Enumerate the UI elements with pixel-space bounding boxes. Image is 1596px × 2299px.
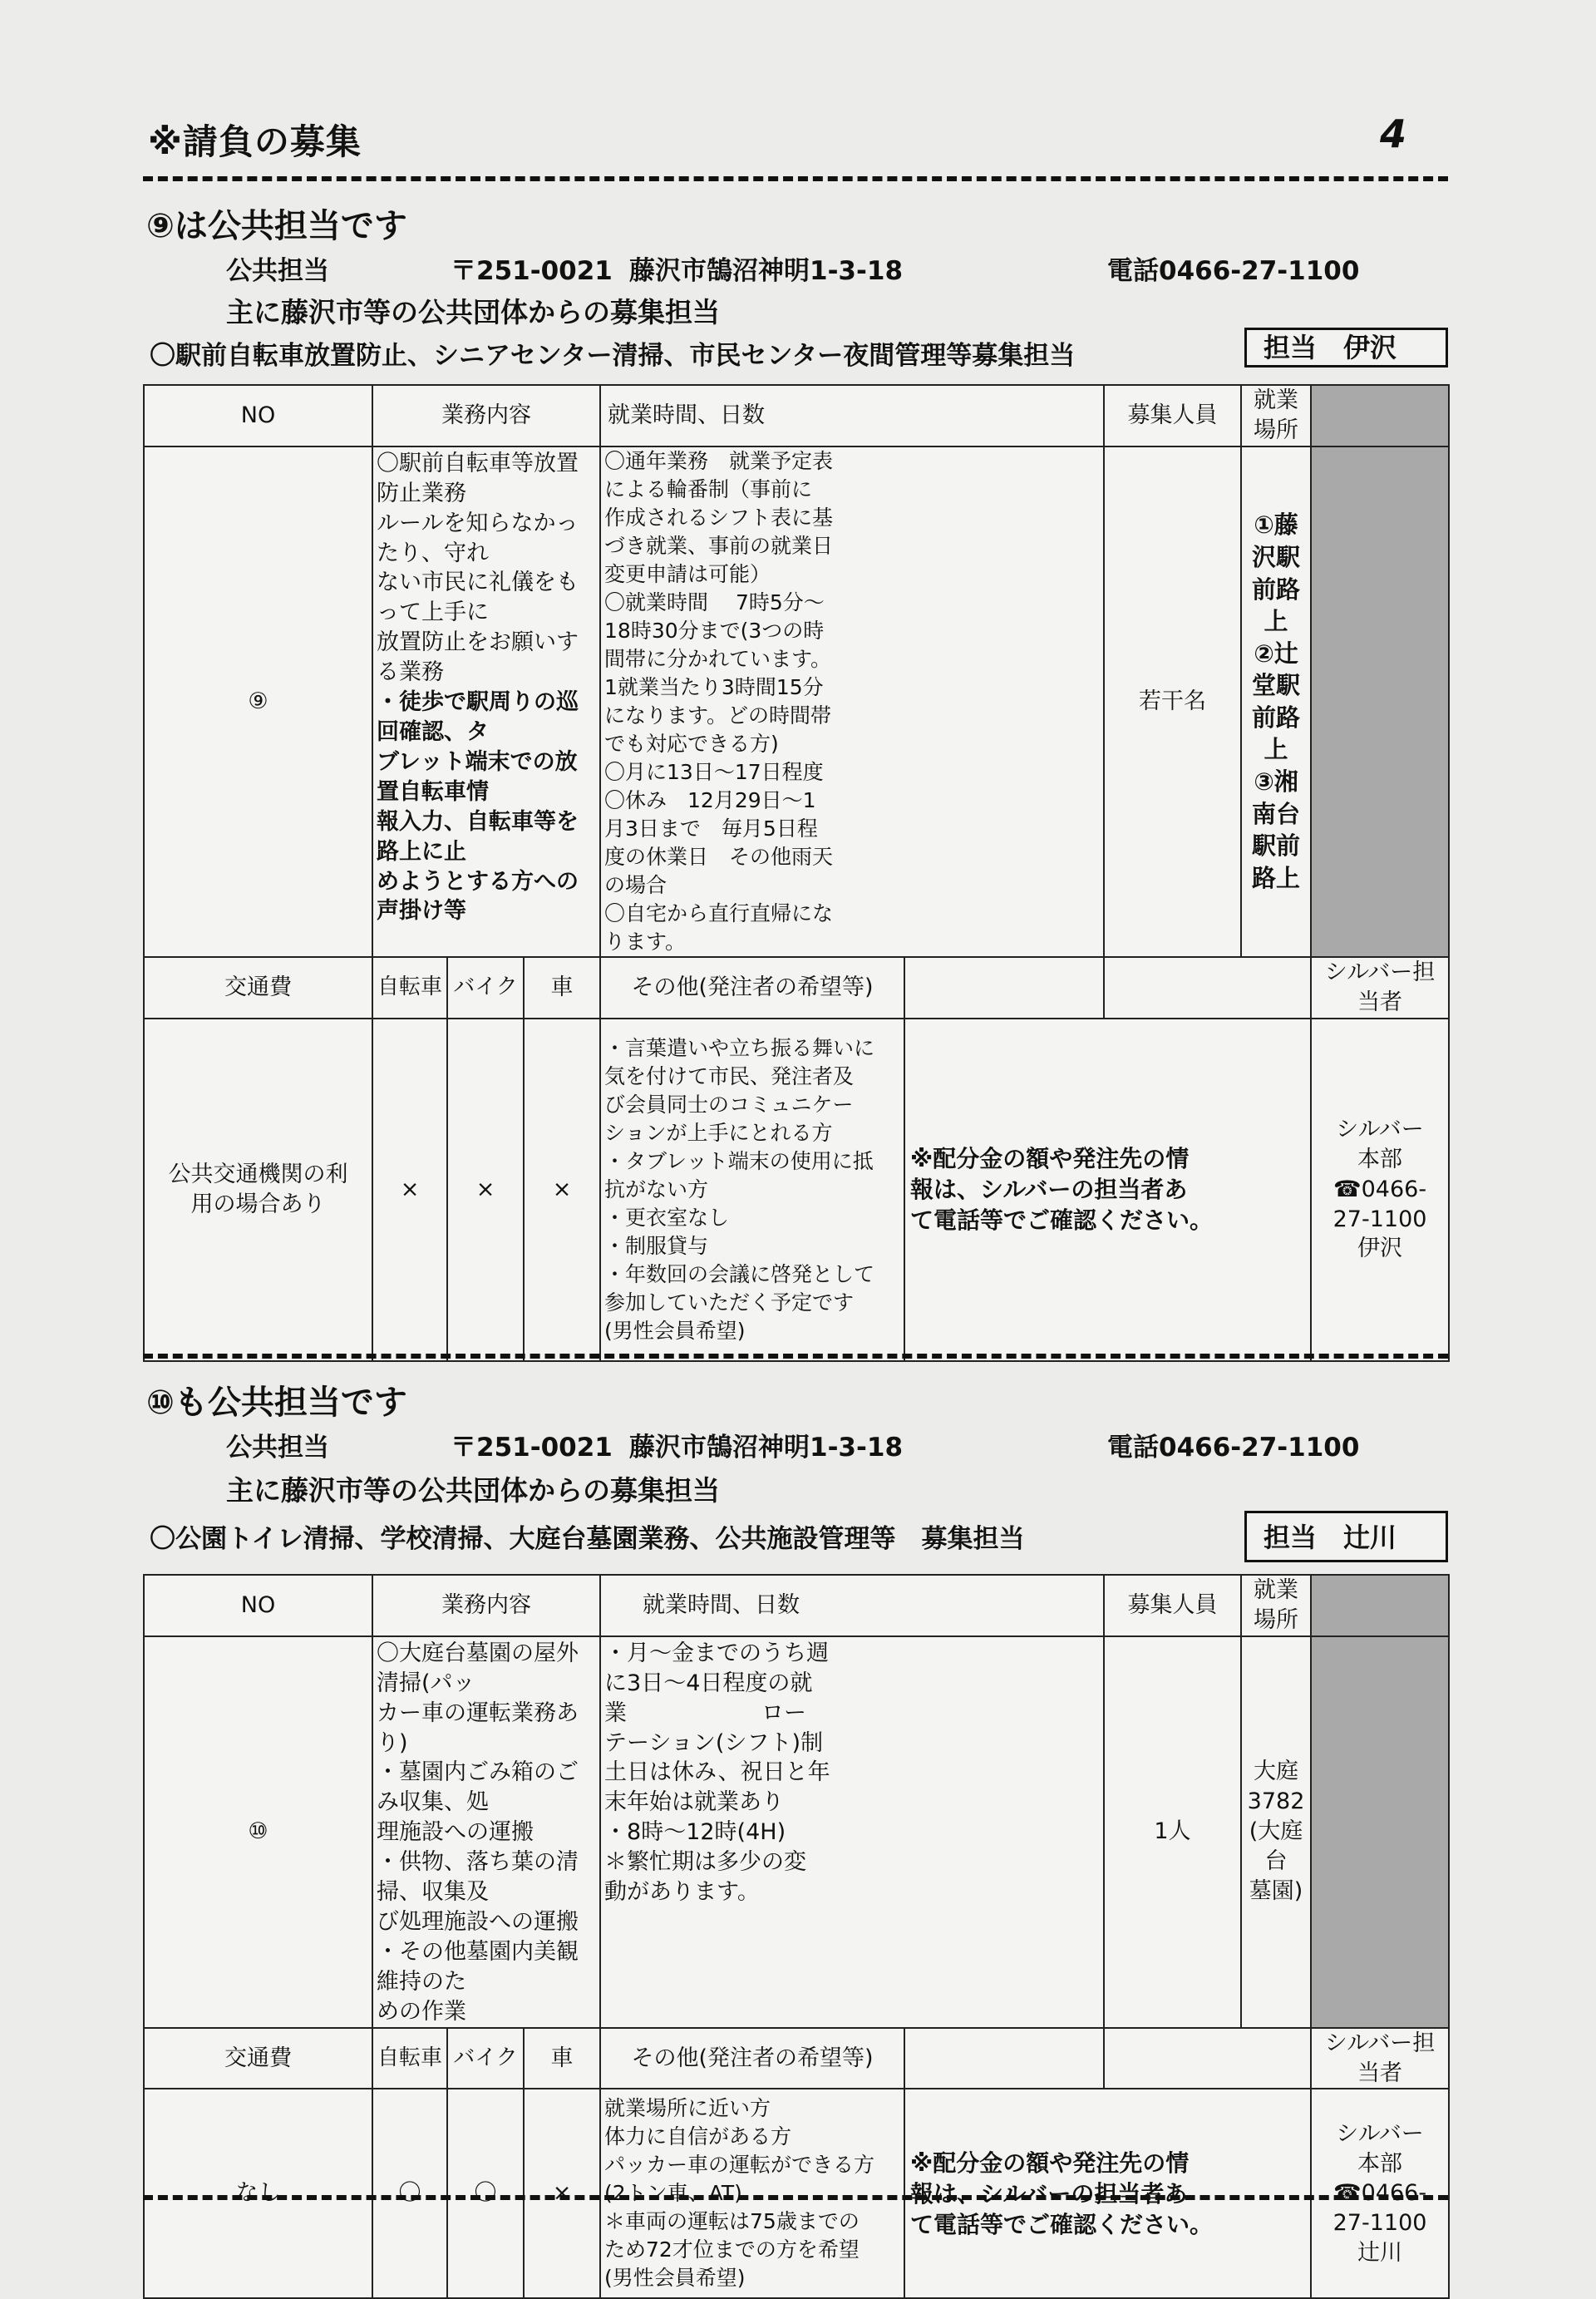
detail-header-row [144, 2028, 1449, 2089]
bike-mark: × [372, 1019, 447, 1361]
work-line: 報入力、自転車等を路上に止 [377, 808, 579, 865]
contact-row [226, 1426, 1359, 1463]
header-car: 車 [524, 2028, 600, 2089]
hours-line: 土日は休み、祝日と年 [604, 1759, 830, 1786]
work-place [1241, 1636, 1311, 2028]
work-line: ・その他墓園内美観維持のた [377, 1938, 579, 1995]
recruit-count: 1人 [1104, 1636, 1241, 2028]
other-line: 気を付けて市民、発注者及 [604, 1063, 855, 1088]
job-table [143, 384, 1450, 1362]
work-line: 〇大庭台墓園の屋外清掃(パッ [377, 1640, 579, 1696]
work-place [1241, 446, 1311, 957]
recruit-summary: 〇駅前自転車放置防止、シニアセンター清掃、市民センター夜間管理等募集担当 [150, 341, 1076, 371]
other-line: ・更衣室なし [604, 1205, 730, 1230]
note-line: 報は、シルバーの担当者あ [910, 2179, 1188, 2208]
work-line: ブレット端末での放置自転車情 [377, 748, 578, 805]
note-line: て電話等でご確認ください。 [910, 1206, 1214, 1235]
dashed-divider [143, 2195, 1448, 2200]
page-number: 4 [1379, 111, 1406, 156]
blank-cell [904, 2028, 1104, 2089]
work-hours [600, 1636, 1104, 2028]
note-line: 報は、シルバーの担当者あ [910, 1176, 1188, 1203]
table-header-row [144, 1575, 1449, 1636]
work-line: ・墓園内ごみ箱のごみ収集、処 [377, 1759, 579, 1816]
silver-line: シルバー 本部 [1336, 1116, 1446, 1172]
other-requests [600, 1019, 904, 1361]
fee-note [904, 2089, 1311, 2298]
subtitle: 主に藤沢市等の公共団体からの募集担当 [226, 1474, 720, 1507]
place-line: 墓園) [1249, 1878, 1303, 1905]
place-line: ②辻堂駅 [1252, 639, 1301, 700]
gray-cell [1311, 1575, 1449, 1636]
silver-phone: ☎0466-27-1100 [1332, 2180, 1427, 2237]
other-line: ・言葉遣いや立ち振る舞いに [604, 1035, 875, 1060]
hours-line: 業 ロー [604, 1700, 807, 1726]
place-line: ③湘南台 [1252, 767, 1301, 828]
header-work: 業務内容 [372, 385, 600, 446]
other-line: 抗がない方 [604, 1177, 709, 1201]
place-line: (大庭台 [1249, 1818, 1303, 1875]
header-hours: 就業時間、日数 [600, 1575, 1104, 1636]
job-number: ⑩ [144, 1636, 372, 2028]
hours-line: 間帯に分かれています。 [604, 646, 832, 671]
address: 藤沢市鵠沼神明1-3-18 [629, 1433, 904, 1463]
table-header-row [144, 385, 1449, 446]
work-line: 放置防止をお願いする業務 [377, 629, 579, 686]
silver-line: シルバー 本部 [1336, 2120, 1446, 2177]
header-hours: 就業時間、日数 [600, 385, 1104, 446]
work-hours [600, 446, 1104, 957]
bike-mark: 〇 [372, 2089, 447, 2298]
section-10 [143, 1376, 1448, 2291]
hours-line: 変更申請は可能） [604, 561, 771, 586]
dept-name: 公共担当 [226, 1433, 329, 1463]
other-line: び会員同士のコミュニケー [604, 1092, 854, 1117]
hours-line: 〇通年業務 就業予定表 [604, 448, 834, 473]
place-line: 前路上 [1252, 703, 1301, 764]
fare-line: 用の場合あり [190, 1191, 326, 1217]
dashed-divider [143, 176, 1448, 181]
phone-number: 電話0466-27-1100 [1107, 1433, 1360, 1463]
header-bike: 自転車 [372, 957, 447, 1019]
job-table [143, 1574, 1450, 2299]
silver-contact [1311, 2089, 1449, 2298]
dashed-divider [143, 1354, 1448, 1359]
header-count: 募集人員 [1104, 1575, 1241, 1636]
fare-line: なし [235, 2180, 281, 2207]
gray-cell [1311, 1636, 1449, 2028]
staff-box: 担当 辻川 [1244, 1511, 1448, 1562]
work-line: 理施設への運搬 [377, 1819, 534, 1846]
recruit-summary: 〇公園トイレ清掃、学校清掃、大庭台墓園業務、公共施設管理等 募集担当 [150, 1524, 1025, 1554]
silver-contact [1311, 1019, 1449, 1361]
header-place: 就業場所 [1241, 1575, 1311, 1636]
hours-line: 1就業当たり3時間15分 [604, 674, 824, 699]
hours-line: 〇休み 12月29日～1 [604, 787, 816, 812]
header-fare: 交通費 [144, 957, 372, 1019]
fare-info [144, 1019, 372, 1361]
section-title: ⑩も公共担当です [146, 1384, 407, 1422]
work-line: ルールを知らなかったり、守れ [377, 510, 579, 566]
job-row [144, 1636, 1449, 2028]
staff-box: 担当 伊沢 [1244, 328, 1448, 368]
header-bike: 自転車 [372, 2028, 447, 2089]
hours-line: に3日～4日程度の就 [604, 1670, 813, 1696]
work-line: び処理施設への運搬 [377, 1908, 579, 1935]
header-work: 業務内容 [372, 1575, 600, 1636]
postal-code: 〒251-0021 [451, 1433, 613, 1463]
other-line: 就業場所に近い方 [604, 2096, 771, 2121]
hours-line: による輪番制（事前に [604, 476, 813, 501]
hours-line: でも対応できる方) [604, 731, 779, 756]
address: 藤沢市鵠沼神明1-3-18 [629, 256, 904, 286]
hours-line: 末年始は就業あり [604, 1789, 785, 1816]
silver-staff: 伊沢 [1357, 1236, 1403, 1262]
hours-line: 〇自宅から直行直帰にな [604, 900, 834, 925]
work-line: ・徒歩で駅周りの巡回確認、タ [377, 689, 579, 745]
hours-line: ・月～金までのうち週 [604, 1640, 830, 1666]
header-place: 就業場所 [1241, 385, 1311, 446]
recruit-count: 若干名 [1104, 446, 1241, 957]
note-line: て電話等でご確認ください。 [910, 2211, 1214, 2239]
header-other: その他(発注者の希望等) [600, 957, 904, 1019]
other-line: パッカー車の運転ができる方 [604, 2153, 875, 2178]
postal-code: 〒251-0021 [451, 256, 613, 286]
hours-line: になります。どの時間帯 [604, 703, 832, 728]
hours-line: 度の休業日 その他雨天 [604, 844, 834, 869]
fare-info [144, 2089, 372, 2298]
other-line: (2トン車、AT) [604, 2181, 742, 2206]
header-silver: シルバー担当者 [1311, 957, 1449, 1019]
blank-cell [1104, 2028, 1311, 2089]
other-line: (男性会員希望) [604, 1318, 746, 1343]
work-line: めの作業 [377, 1998, 466, 2025]
car-mark: × [524, 2089, 600, 2298]
hours-line: 動があります。 [604, 1879, 760, 1906]
silver-phone: ☎0466-27-1100 [1332, 1176, 1427, 1232]
header-silver: シルバー担当者 [1311, 2028, 1449, 2089]
place-line: 駅前路上 [1252, 831, 1301, 892]
gray-cell [1311, 446, 1449, 957]
work-line: ない市民に礼儀をもって上手に [377, 570, 579, 626]
work-content [372, 446, 600, 957]
header-no: NO [144, 1575, 372, 1636]
contact-row [226, 249, 1359, 287]
other-line: (男性会員希望) [604, 2266, 746, 2291]
place-line: 大庭3782 [1247, 1759, 1305, 1815]
work-line: カー車の運転業務あり) [377, 1700, 579, 1756]
header-fare: 交通費 [144, 2028, 372, 2089]
detail-row [144, 1019, 1449, 1361]
other-line: ・年数回の会議に啓発として [604, 1261, 875, 1286]
other-line: 参加していただく予定です [604, 1290, 855, 1315]
moto-mark: × [447, 1019, 524, 1361]
detail-header-row [144, 957, 1449, 1019]
hours-line: の場合 [604, 872, 667, 897]
car-mark: × [524, 1019, 600, 1361]
work-line: ・供物、落ち葉の清掃、収集及 [377, 1849, 579, 1906]
note-line: ※配分金の額や発注先の情 [910, 2149, 1190, 2177]
gray-cell [1311, 385, 1449, 446]
header-moto: バイク [447, 957, 524, 1019]
other-line: ・制服貸与 [604, 1233, 709, 1258]
header-no: NO [144, 385, 372, 446]
other-line: 体力に自信がある方 [604, 2124, 792, 2149]
hours-line: ・8時～12時(4H) [604, 1819, 786, 1846]
hours-line: ＊繁忙期は多少の変 [604, 1849, 807, 1876]
job-number: ⑨ [144, 446, 372, 957]
hours-line: 〇月に13日～17日程度 [604, 759, 824, 784]
section-title: ⑨は公共担当です [146, 207, 407, 245]
place-line: 前路上 [1252, 575, 1301, 636]
hours-line: ります。 [604, 929, 687, 954]
detail-row [144, 2089, 1449, 2298]
hours-line: 作成されるシフト表に基 [604, 505, 834, 530]
other-line: ・タブレット端末の使用に抵 [604, 1148, 874, 1173]
header-moto: バイク [447, 2028, 524, 2089]
section-9 [143, 200, 1448, 1343]
blank-cell [904, 957, 1104, 1019]
hours-line: 〇就業時間 7時5分～ [604, 590, 825, 614]
hours-line: 18時30分まで(3つの時 [604, 618, 825, 643]
other-requests [600, 2089, 904, 2298]
phone-number: 電話0466-27-1100 [1107, 256, 1360, 286]
other-line: ＊車両の運転は75歳までの [604, 2209, 860, 2234]
work-line: 〇駅前自転車等放置防止業務 [377, 450, 579, 506]
silver-staff: 辻川 [1357, 2240, 1403, 2267]
page-title: ※請負の募集 [148, 121, 362, 162]
fee-note [904, 1019, 1311, 1361]
other-line: ため72才位までの方を希望 [604, 2237, 860, 2262]
header-other: その他(発注者の希望等) [600, 2028, 904, 2089]
dept-name: 公共担当 [226, 256, 329, 286]
fare-line: 公共交通機関の利 [168, 1161, 348, 1187]
work-line: めようとする方への声掛け等 [377, 868, 579, 925]
hours-line: 月3日まで 毎月5日程 [604, 816, 818, 841]
hours-line: づき就業、事前の就業日 [604, 533, 834, 558]
subtitle: 主に藤沢市等の公共団体からの募集担当 [226, 296, 720, 328]
other-line: ションが上手にとれる方 [604, 1120, 833, 1145]
header-car: 車 [524, 957, 600, 1019]
moto-mark: 〇 [447, 2089, 524, 2298]
blank-cell [1104, 957, 1311, 1019]
place-line: ①藤沢駅 [1252, 511, 1301, 571]
hours-line: テーション(シフト)制 [604, 1729, 824, 1756]
header-count: 募集人員 [1104, 385, 1241, 446]
note-line: ※配分金の額や発注先の情 [910, 1144, 1190, 1172]
work-content [372, 1636, 600, 2028]
job-row [144, 446, 1449, 957]
page-header [143, 111, 1448, 165]
